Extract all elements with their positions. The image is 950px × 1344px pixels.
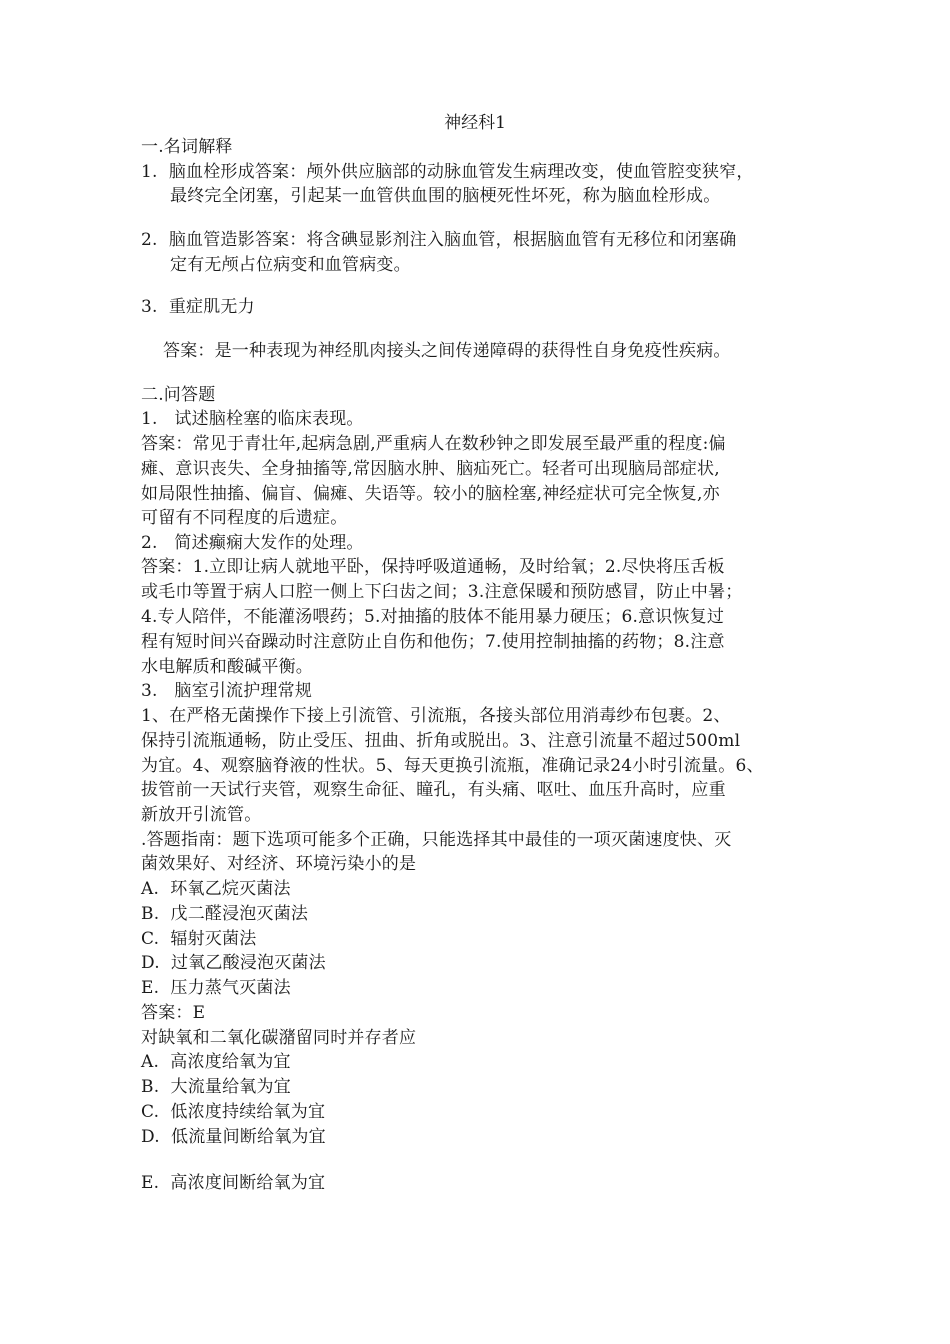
mcq-1-option-b: B. 戊二醛浸泡灭菌法 (141, 904, 309, 924)
answer-3-line-1: 1、在严格无菌操作下接上引流管、引流瓶，各接头部位用消毒纱布包裹。2、 (141, 706, 731, 726)
mcq-1-answer: 答案：E (141, 1003, 206, 1023)
section-heading-questions: 二.问答题 (141, 385, 216, 405)
answer-2-line-3: 4.专人陪伴，不能灌汤喂药；5.对抽搐的肢体不能用暴力硬压；6.意识恢复过 (141, 607, 725, 627)
mcq-1-stem-line-1: .答题指南：题下选项可能多个正确，只能选择其中最佳的一项灭菌速度快、灭 (141, 830, 732, 850)
mcq-2-option-a: A. 高浓度给氧为宜 (141, 1052, 291, 1072)
mcq-1-option-d: D. 过氧乙酸浸泡灭菌法 (141, 953, 326, 973)
definition-3-answer: 答案：是一种表现为神经肌肉接头之间传递障碍的获得性自身免疫性疾病。 (163, 341, 731, 361)
definition-3-term: 3. 重症肌无力 (141, 297, 255, 317)
question-3: 3. 脑室引流护理常规 (141, 681, 313, 701)
answer-1-line-2: 瘫、意识丧失、全身抽搐等,常因脑水肿、脑疝死亡。轻者可出现脑局部症状, (141, 459, 720, 479)
answer-2-line-5: 水电解质和酸碱平衡。 (141, 657, 313, 677)
answer-2-line-1: 答案：1.立即让病人就地平卧，保持呼吸道通畅，及时给氧；2.尽快将压舌板 (141, 557, 725, 577)
question-2: 2. 简述癫痫大发作的处理。 (141, 533, 364, 553)
mcq-1-option-a: A. 环氧乙烷灭菌法 (141, 879, 291, 899)
mcq-2-option-b: B. 大流量给氧为宜 (141, 1077, 291, 1097)
definition-1-line-1: 1. 脑血栓形成答案：颅外供应脑部的动脉血管发生病理改变，使血管腔变狭窄， (141, 162, 754, 182)
answer-1-line-4: 可留有不同程度的后遗症。 (141, 508, 348, 528)
definition-2-line-1: 2. 脑血管造影答案：将含碘显影剂注入脑血管，根据脑血管有无移位和闭塞确 (141, 230, 737, 250)
definition-1-line-2: 最终完全闭塞，引起某一血管供血围的脑梗死性坏死，称为脑血栓形成。 (170, 186, 721, 206)
mcq-1-option-c: C. 辐射灭菌法 (141, 929, 257, 949)
mcq-2-option-d: D. 低流量间断给氧为宜 (141, 1127, 326, 1147)
definition-2-line-2: 定有无颅占位病变和血管病变。 (170, 255, 411, 275)
mcq-1-stem-line-2: 菌效果好、对经济、环境污染小的是 (141, 854, 417, 874)
mcq-2-option-e: E. 高浓度间断给氧为宜 (141, 1173, 326, 1193)
mcq-1-option-e: E. 压力蒸气灭菌法 (141, 978, 291, 998)
answer-3-line-5: 新放开引流管。 (141, 805, 262, 825)
mcq-2-option-c: C. 低浓度持续给氧为宜 (141, 1102, 326, 1122)
answer-1-line-3: 如局限性抽搐、偏盲、偏瘫、失语等。较小的脑栓塞,神经症状可完全恢复,亦 (141, 484, 720, 504)
answer-2-line-2: 或毛巾等置于病人口腔一侧上下臼齿之间；3.注意保暖和预防感冒，防止中暑； (141, 582, 743, 602)
answer-3-line-2: 保持引流瓶通畅，防止受压、扭曲、折角或脱出。3、注意引流量不超过500ml (141, 731, 741, 751)
section-heading-definitions: 一.名词解释 (141, 137, 233, 157)
answer-3-line-4: 拔管前一天试行夹管，观察生命征、瞳孔，有头痛、呕吐、血压升高时，应重 (141, 780, 726, 800)
answer-1-line-1: 答案：常见于青壮年,起病急剧,严重病人在数秒钟之即发展至最严重的程度:偏 (141, 434, 726, 454)
question-1: 1. 试述脑栓塞的临床表现。 (141, 409, 364, 429)
answer-3-line-3: 为宜。4、观察脑脊液的性状。5、每天更换引流瓶，准确记录24小时引流量。6、 (141, 756, 764, 776)
page-title: 神经科1 (444, 113, 506, 133)
mcq-2-stem: 对缺氧和二氧化碳潴留同时并存者应 (141, 1028, 417, 1048)
answer-2-line-4: 程有短时间兴奋躁动时注意防止自伤和他伤；7.使用控制抽搐的药物；8.注意 (141, 632, 725, 652)
